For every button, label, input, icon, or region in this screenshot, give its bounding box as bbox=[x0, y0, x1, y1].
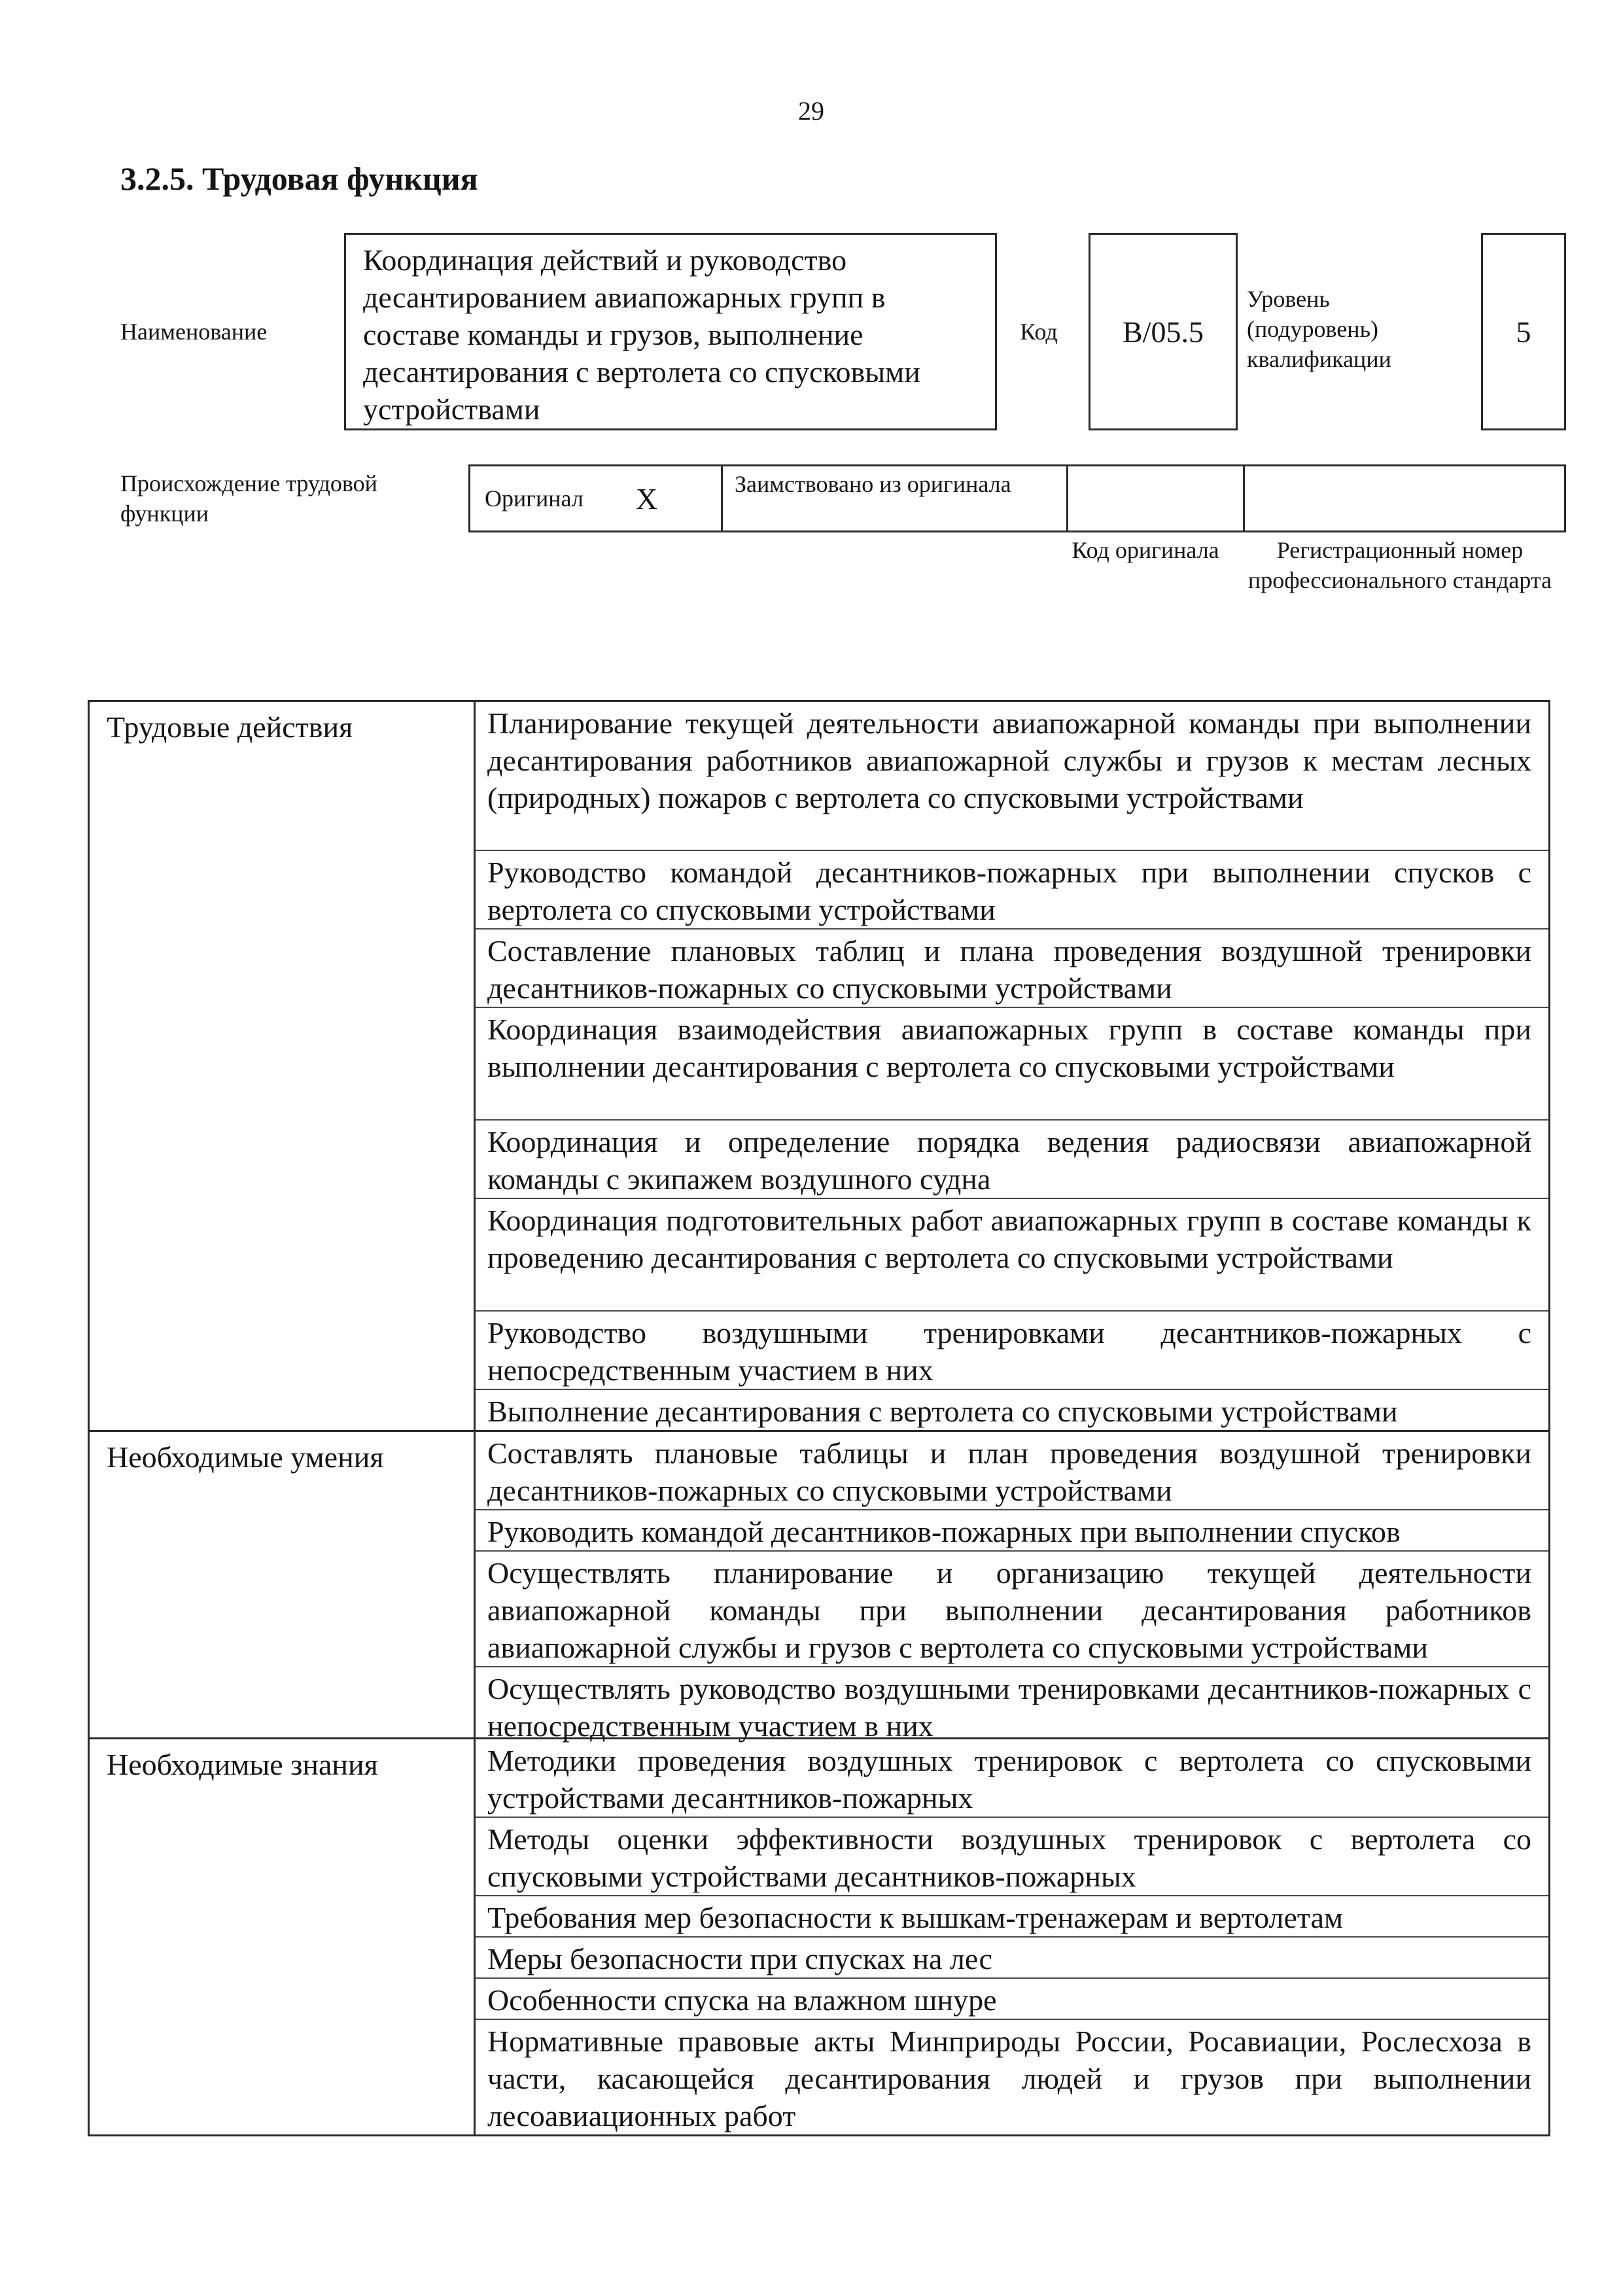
function-name-box: Координация действий и руководство десантированием авиапожарных групп в составе команды и грузов, выполнение десантирования с вертолета со спусковыми устройствами bbox=[344, 233, 997, 430]
table-row: Руководить командой десантников-пожарных при выполнении спусков bbox=[476, 1510, 1548, 1552]
table-row: Нормативные правовые акты Минприроды России, Росавиации, Рослесхоза в части, касающейся десантирования людей и грузов при выполнении лесоавиационных работ bbox=[487, 2025, 1531, 2132]
table-row: Координация и определение порядка ведения радиосвязи авиапожарной команды с экипажем воздушного судна bbox=[476, 1121, 1548, 1199]
origin-table bbox=[468, 464, 1566, 532]
group-label: Трудовые действия bbox=[90, 702, 476, 1430]
table-row: Методики проведения воздушных тренировок с вертолета со спусковыми устройствами десантников-пожарных bbox=[476, 1739, 1548, 1818]
name-label: Наименование bbox=[120, 319, 268, 345]
level-box: 5 bbox=[1481, 233, 1566, 430]
registration-number-caption: Регистрационный номер профессионального стандарта bbox=[1247, 537, 1552, 593]
group-label: Необходимые умения bbox=[90, 1432, 476, 1737]
origin-original-cell bbox=[470, 466, 723, 531]
table-row: Особенности спуска на влажном шнуре bbox=[476, 1979, 1548, 2020]
origin-code-caption: Код оригинала bbox=[1072, 537, 1219, 563]
table-row: Меры безопасности при спусках на лес bbox=[476, 1938, 1548, 1979]
group-label: Необходимые знания bbox=[90, 1739, 476, 2134]
table-row: Осуществлять руководство воздушными тренировками десантников-пожарных с непосредственным участием в них bbox=[487, 1672, 1531, 1743]
original-label: Оригинал bbox=[485, 485, 584, 512]
table-row: Руководство командой десантников-пожарных при выполнении спусков с вертолета со спусковыми устройствами bbox=[476, 851, 1548, 930]
function-details-table bbox=[88, 700, 1550, 2136]
group-required-knowledge bbox=[90, 1739, 1548, 2134]
group-labor-actions bbox=[90, 702, 1548, 1432]
group-required-skills bbox=[90, 1432, 1548, 1743]
section-title: 3.2.5. Трудовая функция bbox=[120, 160, 478, 197]
origin-code-cell bbox=[1068, 466, 1245, 531]
code-box: В/05.5 bbox=[1089, 233, 1238, 430]
table-row: Требования мер безопасности к вышкам-тренажерам и вертолетам bbox=[476, 1896, 1548, 1938]
table-row: Руководство воздушными тренировками десантников-пожарных с непосредственным участием в них bbox=[476, 1312, 1548, 1390]
table-row: Координация взаимодействия авиапожарных групп в составе команды при выполнении десантирования с вертолета со спусковыми устройствами bbox=[476, 1008, 1548, 1121]
table-row: Координация подготовительных работ авиапожарных групп в составе команды к проведению десантирования с вертолета со спусковыми устройствами bbox=[476, 1199, 1548, 1312]
level-label: Уровень (подуровень) квалификации bbox=[1247, 286, 1391, 372]
table-row: Методы оценки эффективности воздушных тренировок с вертолета со спусковыми устройствами десантников-пожарных bbox=[476, 1818, 1548, 1896]
table-row: Составлять плановые таблицы и план проведения воздушной тренировки десантников-пожарных со спусковыми устройствами bbox=[476, 1432, 1548, 1510]
page-number: 29 bbox=[798, 96, 824, 126]
origin-borrowed-cell: Заимствовано из оригинала bbox=[723, 466, 1068, 531]
table-row: Составление плановых таблиц и плана проведения воздушной тренировки десантников-пожарных со спусковыми устройствами bbox=[476, 930, 1548, 1008]
original-mark: X bbox=[635, 481, 658, 515]
origin-reg-cell bbox=[1245, 466, 1564, 531]
origin-label: Происхождение трудовой функции bbox=[120, 470, 377, 527]
table-row: Планирование текущей деятельности авиапожарной команды при выполнении десантирования работников авиапожарной службы и грузов к местам лесных (природных) пожаров с вертолета со спусковыми устройствами bbox=[476, 702, 1548, 851]
table-row: Выполнение десантирования с вертолета со спусковыми устройствами bbox=[487, 1395, 1398, 1428]
code-label: Код bbox=[1020, 319, 1058, 345]
table-row: Осуществлять планирование и организацию текущей деятельности авиапожарной команды при выполнении десантирования работников авиапожарной службы и грузов с вертолета со спусковыми устройствами bbox=[476, 1552, 1548, 1667]
